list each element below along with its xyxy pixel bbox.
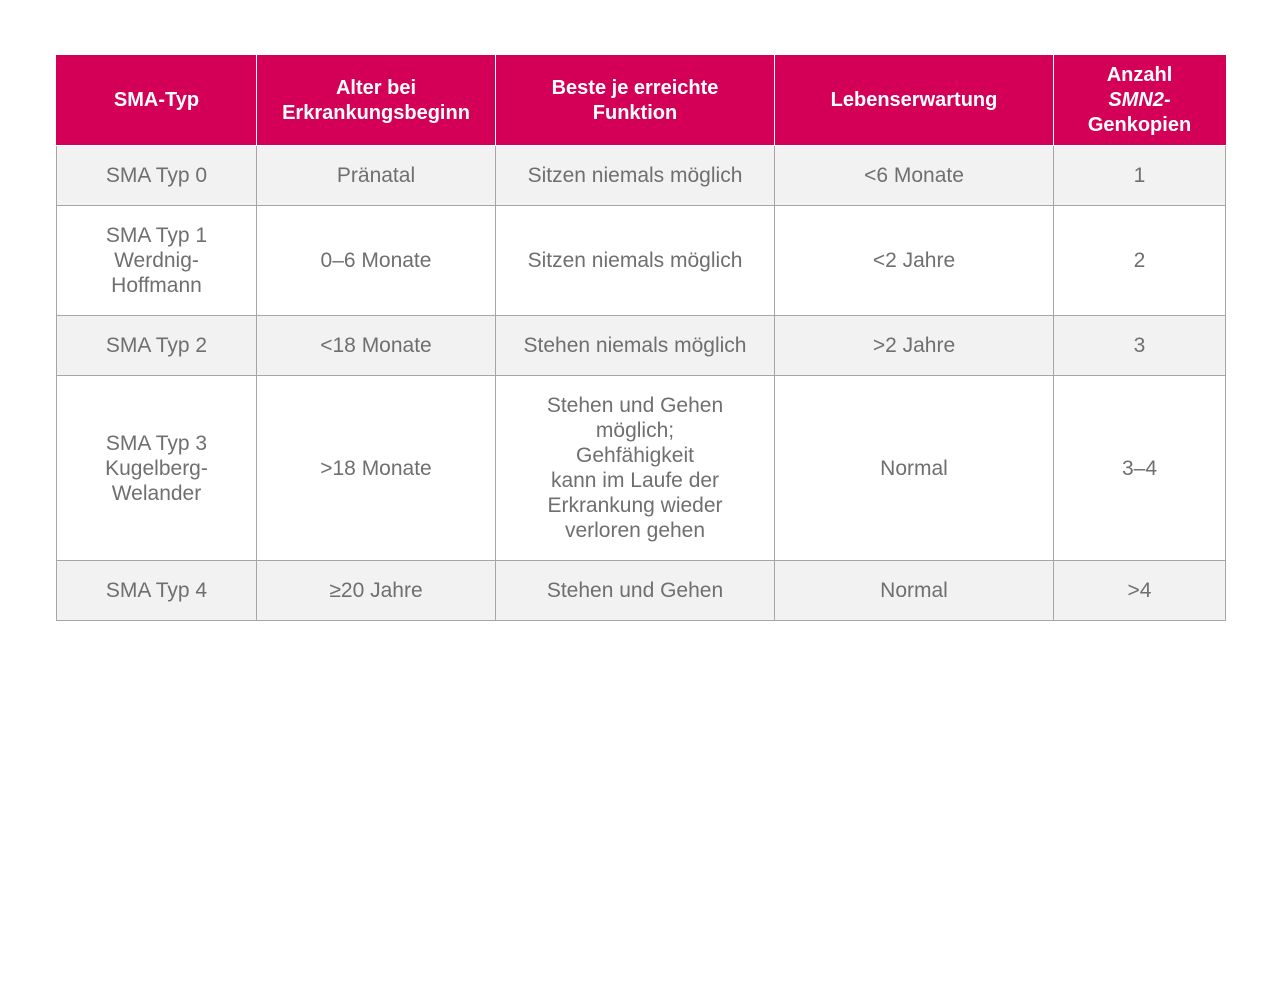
cell-onset: Pränatal — [257, 146, 496, 206]
cell-onset: ≥20 Jahre — [257, 561, 496, 621]
sma-types-table — [56, 55, 1226, 621]
cell-life: Normal — [775, 561, 1054, 621]
cell-type: SMA Typ 3 Kugelberg- Welander — [57, 376, 257, 561]
header-life-expectancy: Lebenserwartung — [775, 56, 1054, 146]
cell-copies: 3–4 — [1054, 376, 1226, 561]
cell-life: >2 Jahre — [775, 316, 1054, 376]
cell-function: Sitzen niemals möglich — [496, 206, 775, 316]
header-sma-type: SMA-Typ — [57, 56, 257, 146]
cell-function: Stehen und Gehen — [496, 561, 775, 621]
cell-copies: >4 — [1054, 561, 1226, 621]
header-smn2-line3: Genkopien — [1087, 114, 1192, 136]
table-row — [57, 561, 1226, 621]
cell-onset: >18 Monate — [257, 376, 496, 561]
header-row — [57, 56, 1226, 146]
cell-type: SMA Typ 0 — [57, 146, 257, 206]
table-body — [57, 146, 1226, 621]
table-row — [57, 376, 1226, 561]
cell-type: SMA Typ 4 — [57, 561, 257, 621]
cell-copies: 1 — [1054, 146, 1226, 206]
cell-type: SMA Typ 2 — [57, 316, 257, 376]
cell-copies: 3 — [1054, 316, 1226, 376]
cell-life: <6 Monate — [775, 146, 1054, 206]
header-best-function: Beste je erreichte Funktion — [496, 56, 775, 146]
table-header — [57, 56, 1226, 146]
cell-function: Stehen niemals möglich — [496, 316, 775, 376]
cell-onset: <18 Monate — [257, 316, 496, 376]
cell-function: Sitzen niemals möglich — [496, 146, 775, 206]
header-smn2-line1: Anzahl — [1106, 64, 1173, 86]
table-row — [57, 316, 1226, 376]
header-smn2-gene: SMN2- — [1108, 89, 1171, 111]
header-onset-age: Alter bei Erkrankungsbeginn — [257, 56, 496, 146]
cell-life: Normal — [775, 376, 1054, 561]
header-smn2-copies — [1054, 56, 1226, 146]
cell-copies: 2 — [1054, 206, 1226, 316]
cell-type: SMA Typ 1 Werdnig- Hoffmann — [57, 206, 257, 316]
table-row — [57, 146, 1226, 206]
cell-function: Stehen und Gehen möglich; Gehfähigkeit kann im Laufe der Erkrankung wieder verloren gehen — [496, 376, 775, 561]
cell-life: <2 Jahre — [775, 206, 1054, 316]
table-row — [57, 206, 1226, 316]
cell-onset: 0–6 Monate — [257, 206, 496, 316]
